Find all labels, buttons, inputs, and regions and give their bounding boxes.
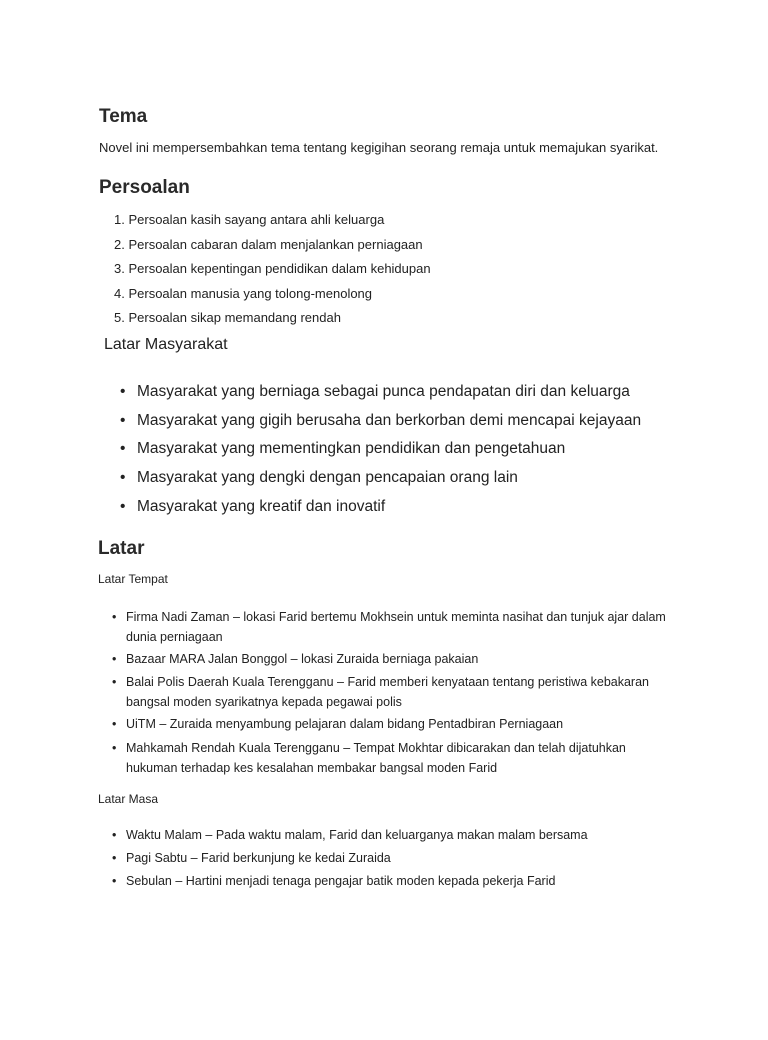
- list-item: 4. Persoalan manusia yang tolong-menolong: [114, 286, 373, 301]
- latar-masa-heading: Latar Masa: [98, 792, 159, 806]
- bullet: •: [120, 440, 126, 457]
- bullet: •: [112, 652, 117, 666]
- persoalan-heading: Persoalan: [99, 177, 190, 198]
- list-item: • Masyarakat yang kreatif dan inovatif: [120, 498, 386, 515]
- tema-heading: Tema: [99, 106, 148, 127]
- list-item: 5. Persoalan sikap memandang rendah: [114, 310, 341, 325]
- list-item: • Masyarakat yang dengki dengan pencapaian orang lain: [120, 469, 518, 486]
- list-item: • Sebulan – Hartini menjadi tenaga pengajar batik moden kepada pekerja Farid: [112, 874, 556, 888]
- list-item: • UiTM – Zuraida menyambung pelajaran dalam bidang Pentadbiran Perniagaan: [112, 715, 563, 735]
- latar-heading: Latar: [98, 538, 145, 559]
- bullet: •: [120, 498, 126, 515]
- list-item: • Masyarakat yang berniaga sebagai punca pendapatan diri dan keluarga: [120, 383, 630, 400]
- bullet: •: [120, 412, 126, 429]
- list-number: 2.: [114, 237, 129, 252]
- bullet: •: [120, 383, 126, 400]
- bullet: •: [112, 610, 117, 624]
- document-page: [0, 16, 768, 1040]
- list-number: 5.: [114, 310, 129, 325]
- tema-text: Novel ini mempersembahkan tema tentang kegigihan seorang remaja untuk memajukan syarikat.: [99, 140, 659, 155]
- bullet: •: [112, 675, 117, 689]
- bullet: •: [120, 469, 126, 486]
- list-item: • Bazaar MARA Jalan Bonggol – lokasi Zuraida berniaga pakaian: [112, 650, 478, 670]
- list-item: • Firma Nadi Zaman – lokasi Farid bertemu Mokhsein untuk meminta nasihat dan tunjuk ajar dalam dunia perniagaan: [112, 610, 666, 644]
- latar-masyarakat-heading: Latar Masyarakat: [104, 336, 228, 353]
- list-number: 4.: [114, 286, 129, 301]
- bullet: •: [112, 717, 117, 731]
- bullet: •: [112, 851, 117, 865]
- list-item: 3. Persoalan kepentingan pendidikan dalam kehidupan: [114, 261, 431, 276]
- list-item: 2. Persoalan cabaran dalam menjalankan perniagaan: [114, 237, 423, 252]
- bullet: •: [112, 741, 117, 755]
- bullet: •: [112, 874, 117, 888]
- list-number: 3.: [114, 261, 129, 276]
- bullet: •: [112, 828, 117, 842]
- list-item: 1. Persoalan kasih sayang antara ahli keluarga: [114, 212, 385, 227]
- list-item: • Mahkamah Rendah Kuala Terengganu – Tempat Mokhtar dibicarakan dan telah dijatuhkan hukuman terhadap kes kesalahan membakar bangsal moden Farid: [112, 741, 626, 775]
- list-item: • Masyarakat yang mementingkan pendidikan dan pengetahuan: [120, 440, 566, 457]
- list-item: • Balai Polis Daerah Kuala Terengganu – Farid memberi kenyataan tentang peristiwa kebakaran bangsal moden syarikatnya kepada pegawai polis: [112, 675, 649, 709]
- list-item: • Masyarakat yang gigih berusaha dan berkorban demi mencapai kejayaan: [120, 412, 642, 429]
- list-item: • Waktu Malam – Pada waktu malam, Farid dan keluarganya makan malam bersama: [112, 828, 588, 842]
- list-number: 1.: [114, 212, 129, 227]
- latar-tempat-heading: Latar Tempat: [98, 572, 168, 586]
- list-item: • Pagi Sabtu – Farid berkunjung ke kedai Zuraida: [112, 851, 391, 865]
